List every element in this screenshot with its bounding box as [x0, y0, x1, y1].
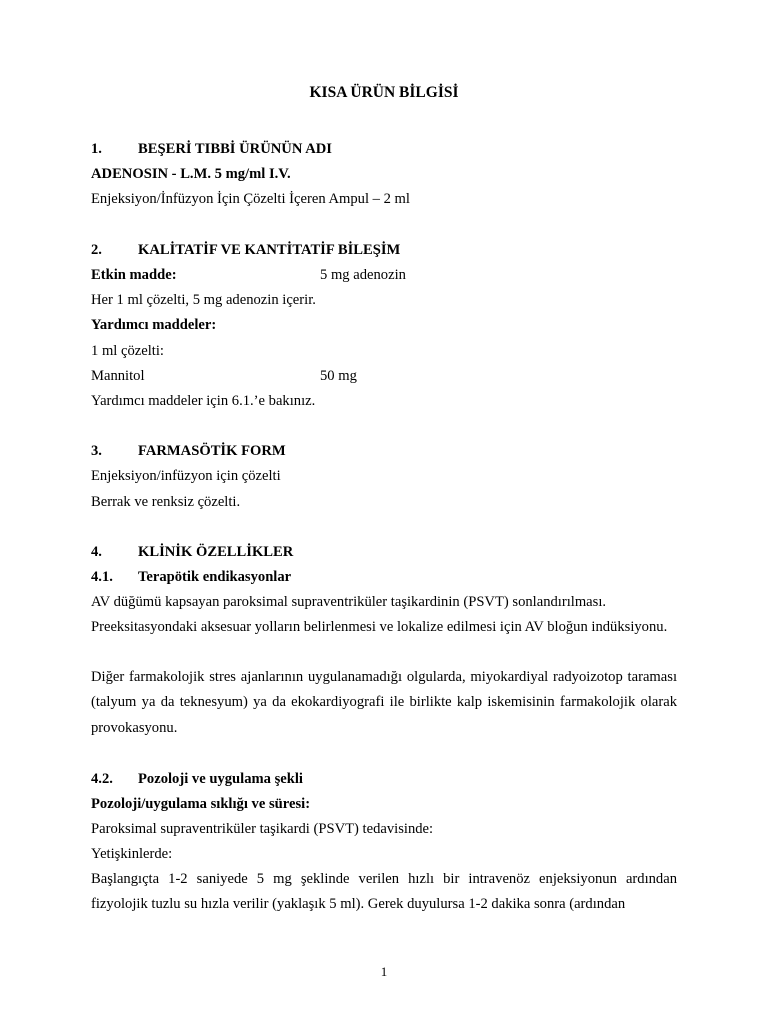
indication-3: Diğer farmakolojik stres ajanlarının uygulanamadığı olgularda, miyokardiyal radyoizotop taraması (talyum ya da teknesyum) ya da ekokardiyografi ile birlikte kalp iskemisinin farmakolojik olarak provokasyonu. — [91, 669, 677, 736]
see-section-text: Yardımcı maddeler için 6.1.’e bakınız. — [91, 393, 316, 409]
psvt-text: Paroksimal supraventriküler taşikardi (PSVT) tedavisinde: — [91, 821, 434, 837]
page-number: 1 — [380, 964, 388, 979]
section-1-heading: 1. BEŞERİ TIBBİ ÜRÜNÜN ADI — [91, 141, 332, 157]
subsection-4-2-heading: 4.2. Pozoloji ve uygulama şekli — [91, 771, 303, 787]
indication-2: Preeksitasyondaki aksesuar yolların belirlenmesi ve lokalize edilmesi için AV bloğun indüksiyonu. — [91, 619, 668, 635]
product-name: ADENOSIN - L.M. 5 mg/ml I.V. — [91, 166, 291, 182]
section-3-heading: 3. FARMASÖTİK FORM — [91, 443, 286, 459]
document-title: KISA ÜRÜN BİLGİSİ — [309, 84, 459, 101]
dose-paragraph: Başlangıçta 1-2 saniyede 5 mg şeklinde verilen hızlı bir intravenöz enjeksiyonun ardından fizyolojik tuzlu su hızla verilir (yaklaşık 5 ml). Gerek duyulursa 1-2 dakika sonra (ardından — [91, 871, 677, 913]
product-description: Enjeksiyon/İnfüzyon İçin Çözelti İçeren Ampul – 2 ml — [91, 191, 410, 207]
form-line-1: Enjeksiyon/infüzyon için çözelti — [91, 468, 281, 484]
section-2-heading: 2. KALİTATİF VE KANTİTATİF BİLEŞİM — [91, 242, 401, 258]
form-line-2: Berrak ve renksiz çözelti. — [91, 494, 241, 510]
adults-text: Yetişkinlerde: — [91, 846, 173, 862]
subsection-4-1-heading: 4.1. Terapötik endikasyonlar — [91, 569, 292, 585]
excipients-label: Yardımcı maddeler: — [91, 317, 217, 333]
indication-1: AV düğümü kapsayan paroksimal supraventriküler taşikardinin (PSVT) sonlandırılması. — [91, 594, 607, 610]
posology-label: Pozoloji/uygulama sıklığı ve süresi: — [91, 796, 311, 812]
active-substance-row: Etkin madde: 5 mg adenozin — [91, 267, 406, 283]
one-ml-text: 1 ml çözelti: — [91, 343, 164, 359]
section-4-heading: 4. KLİNİK ÖZELLİKLER — [91, 544, 294, 560]
mannitol-row: Mannitol 50 mg — [91, 368, 357, 384]
per-ml-text: Her 1 ml çözelti, 5 mg adenozin içerir. — [91, 292, 316, 308]
